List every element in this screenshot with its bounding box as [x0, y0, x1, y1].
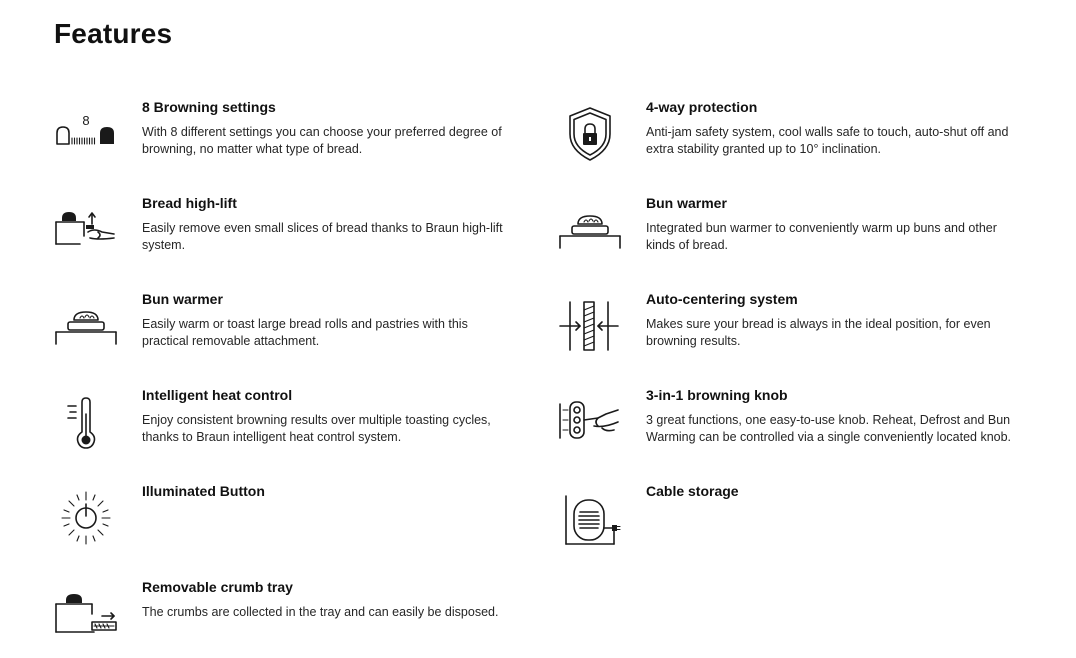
feature-title: 3-in-1 browning knob — [646, 387, 788, 403]
feature-title: Bun warmer — [646, 195, 727, 211]
high-lift-icon — [54, 200, 120, 258]
feature-auto-centering — [558, 290, 998, 370]
browning-level-label: 8 — [82, 113, 90, 128]
feature-bread-high-lift — [54, 194, 503, 274]
feature-description: Anti-jam safety system, cool walls safe to touch, auto-shut off and extra stability granted up to 10° inclination. — [646, 125, 1009, 156]
feature-description: Enjoy consistent browning results over multiple toasting cycles, thanks to Braun intelligent heat control system. — [142, 413, 491, 444]
feature-browning-settings — [54, 98, 502, 178]
feature-illuminated-button — [54, 482, 494, 562]
feature-bun-warmer-integrated — [558, 194, 998, 274]
feature-description: 3 great functions, one easy-to-use knob. Reheat, Defrost and Bun Warming can be controlled via a single conveniently located knob. — [646, 413, 1012, 444]
feature-description: Integrated bun warmer to conveniently warm up buns and other kinds of bread. — [646, 221, 997, 252]
feature-intelligent-heat-control — [54, 386, 494, 466]
feature-title: Bread high-lift — [142, 195, 237, 211]
feature-title: 4-way protection — [646, 99, 758, 115]
cable-storage-icon — [558, 488, 624, 546]
feature-title: Bun warmer — [142, 291, 223, 307]
feature-browning-knob — [558, 386, 1012, 466]
feature-title: Cable storage — [646, 483, 739, 499]
shield-lock-icon — [558, 104, 624, 162]
feature-description: Makes sure your bread is always in the ideal position, for even browning results. — [646, 317, 991, 348]
feature-bun-warmer-removable — [54, 290, 494, 370]
bun-warmer-icon — [54, 296, 120, 354]
page-title: Features — [54, 18, 173, 49]
illuminated-power-icon — [54, 488, 120, 546]
feature-title: Removable crumb tray — [142, 579, 293, 595]
feature-title: Illuminated Button — [142, 483, 265, 499]
feature-description: Easily warm or toast large bread rolls and pastries with this practical removable attachment. — [142, 317, 468, 348]
feature-title: Auto-centering system — [646, 291, 798, 307]
feature-removable-crumb-tray — [54, 578, 499, 658]
browning-settings-icon — [54, 104, 120, 162]
feature-description: With 8 different settings you can choose your preferred degree of browning, no matter what type of bread. — [142, 125, 502, 156]
feature-description: Easily remove even small slices of bread thanks to Braun high-lift system. — [142, 221, 503, 252]
feature-cable-storage — [558, 482, 998, 562]
feature-4-way-protection — [558, 98, 1009, 178]
auto-centering-icon — [558, 296, 624, 354]
feature-title: Intelligent heat control — [142, 387, 293, 403]
bun-warmer-icon — [558, 200, 624, 258]
feature-description: The crumbs are collected in the tray and can easily be disposed. — [142, 605, 499, 619]
feature-title: 8 Browning settings — [142, 99, 276, 115]
browning-knob-icon — [558, 392, 624, 450]
crumb-tray-icon — [54, 584, 120, 642]
thermometer-icon — [54, 392, 120, 450]
